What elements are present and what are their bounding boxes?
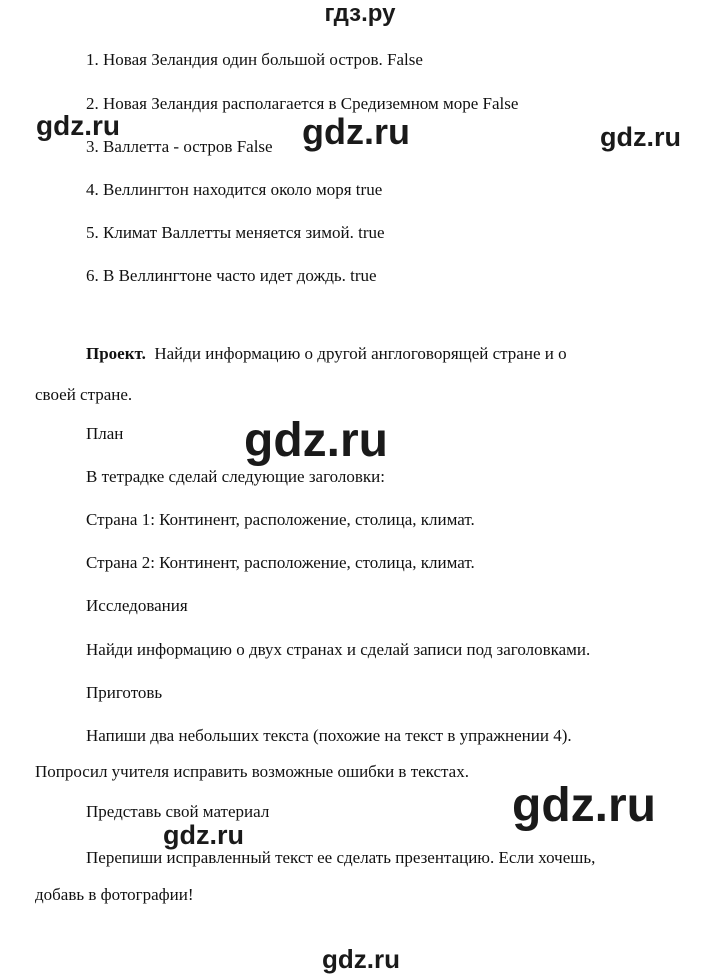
project-label: Проект. — [86, 344, 146, 363]
project-task — [86, 344, 567, 364]
watermark-7: gdz.ru — [322, 944, 400, 974]
answer-3: 3. Валлетта - остров False — [86, 137, 273, 156]
present-text-line1: Перепиши исправленный текст ее сделать презентацию. Если хочешь, — [86, 848, 596, 867]
prepare-text-line1: Напиши два небольших текста (похожие на текст в упражнении 4). — [86, 726, 572, 745]
answer-5: 5. Климат Валлетты меняется зимой. true — [86, 223, 385, 242]
prepare-text-line2: Попросил учителя исправить возможные ошибки в текстах. — [35, 762, 469, 781]
watermark-2: gdz.ru — [302, 111, 410, 152]
present-text-line2: добавь в фотографии! — [35, 885, 194, 904]
plan-heading: План — [86, 424, 124, 443]
watermark-3: gdz.ru — [600, 122, 681, 152]
project-task-line1: Найди информацию о другой англоговорящей стране и о — [145, 344, 567, 363]
country-1-headings: Страна 1: Континент, расположение, столица, климат. — [86, 510, 475, 529]
present-heading: Представь свой материал — [86, 802, 270, 821]
answer-1: 1. Новая Зеландия один большой остров. False — [86, 50, 423, 69]
answer-6: 6. В Веллингтоне часто идет дождь. true — [86, 266, 377, 285]
project-task-line2: своей стране. — [35, 385, 133, 404]
answer-4: 4. Веллингтон находится около моря true — [86, 180, 383, 199]
research-heading: Исследования — [86, 596, 188, 615]
watermark-1: gdz.ru — [36, 110, 120, 141]
country-2-headings: Страна 2: Континент, расположение, столица, климат. — [86, 553, 475, 572]
notebook-instruction: В тетрадке сделай следующие заголовки: — [86, 467, 386, 486]
watermark-6: gdz.ru — [163, 820, 244, 850]
prepare-heading: Приготовь — [86, 683, 163, 702]
site-header: гдз.ру — [324, 0, 396, 27]
answer-2: 2. Новая Зеландия располагается в Средиземном море False — [86, 94, 519, 113]
watermark-4: gdz.ru — [244, 414, 388, 467]
research-text: Найди информацию о двух странах и сделай записи под заголовками. — [86, 640, 591, 659]
watermark-5: gdz.ru — [512, 779, 656, 832]
